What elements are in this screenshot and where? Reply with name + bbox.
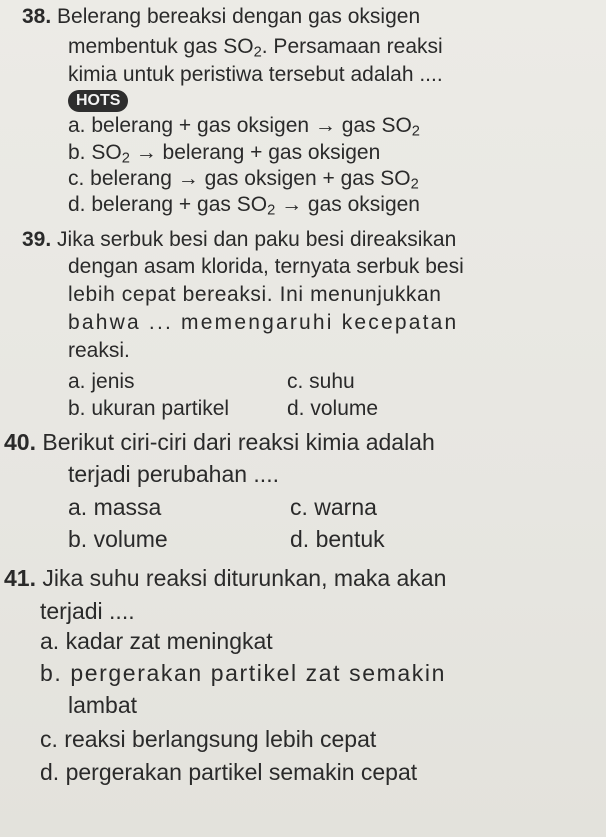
option-40-d bbox=[290, 526, 385, 552]
option-text: b. ukuran partikel bbox=[68, 397, 230, 420]
option-41-b-line-2 bbox=[68, 692, 137, 718]
option-text: a. kadar zat meningkat bbox=[40, 628, 273, 654]
option-41-d bbox=[40, 759, 417, 785]
option-39-b bbox=[68, 396, 229, 422]
option-39-c bbox=[287, 369, 355, 395]
question-38-line-2 bbox=[68, 34, 443, 66]
question-text: membentuk gas SO bbox=[68, 35, 254, 58]
question-number: 39. bbox=[22, 228, 52, 251]
question-41-line-1 bbox=[4, 565, 446, 591]
option-text: c. reaksi berlangsung lebih cepat bbox=[40, 726, 377, 752]
question-39-line-4 bbox=[68, 310, 458, 336]
question-39-line-2 bbox=[68, 254, 464, 280]
question-40-line-2 bbox=[68, 461, 279, 487]
option-38-d bbox=[68, 192, 420, 224]
option-text: lambat bbox=[68, 692, 138, 718]
question-38-line-3 bbox=[68, 62, 443, 88]
option-text: b. SO bbox=[68, 141, 122, 164]
question-text: terjadi perubahan .... bbox=[68, 461, 279, 487]
option-39-d bbox=[287, 396, 378, 422]
option-41-c bbox=[40, 726, 376, 752]
question-number: 41. bbox=[4, 565, 36, 591]
option-text: c. belerang → gas oksigen + gas SO bbox=[68, 167, 411, 190]
question-text: . Persamaan reaksi bbox=[261, 35, 443, 58]
option-41-a bbox=[40, 628, 273, 654]
option-40-b bbox=[68, 526, 168, 552]
option-text: a. belerang + gas oksigen → gas SO bbox=[68, 114, 412, 137]
question-text: Berikut ciri-ciri dari reaksi kimia adalah bbox=[42, 429, 435, 455]
option-text: c. suhu bbox=[287, 370, 355, 393]
option-text: b. volume bbox=[68, 526, 168, 552]
option-text: a. jenis bbox=[68, 370, 135, 393]
question-text: dengan asam klorida, ternyata serbuk besi bbox=[68, 255, 464, 278]
option-text: d. belerang + gas SO bbox=[68, 193, 268, 216]
question-text: Jika suhu reaksi diturunkan, maka akan bbox=[42, 565, 447, 591]
question-40-line-1 bbox=[4, 429, 435, 455]
question-text: terjadi .... bbox=[40, 598, 135, 624]
option-text: d. volume bbox=[287, 397, 379, 420]
question-number: 40. bbox=[4, 429, 36, 455]
option-40-a bbox=[68, 494, 161, 520]
question-41-line-2 bbox=[40, 598, 135, 624]
question-number: 38. bbox=[22, 5, 52, 28]
subscript: 2 bbox=[267, 202, 276, 219]
option-text: d. pergerakan partikel semakin cepat bbox=[40, 759, 418, 785]
question-text: lebih cepat bereaksi. Ini menunjukkan bbox=[68, 283, 442, 306]
question-text: bahwa ... memengaruhi kecepatan bbox=[68, 311, 459, 334]
option-39-a bbox=[68, 369, 135, 395]
option-41-b-line-1 bbox=[40, 660, 446, 686]
question-text: Belerang bereaksi dengan gas oksigen bbox=[57, 5, 421, 28]
option-text: b. pergerakan partikel zat semakin bbox=[40, 660, 446, 686]
question-39-line-1 bbox=[22, 227, 456, 253]
question-text: reaksi. bbox=[68, 339, 130, 362]
question-39-line-5 bbox=[68, 338, 130, 364]
subscript: 2 bbox=[411, 123, 420, 140]
question-text: kimia untuk peristiwa tersebut adalah .... bbox=[68, 63, 443, 86]
option-text: d. bentuk bbox=[290, 526, 385, 552]
subscript: 2 bbox=[410, 176, 419, 193]
hots-badge: HOTS bbox=[68, 90, 128, 112]
option-text: → belerang + gas oksigen bbox=[129, 141, 381, 164]
option-text: c. warna bbox=[290, 494, 377, 520]
option-text: a. massa bbox=[68, 494, 162, 520]
subscript: 2 bbox=[121, 150, 130, 167]
question-38-line-1 bbox=[22, 4, 420, 30]
subscript: 2 bbox=[253, 44, 262, 61]
question-text: Jika serbuk besi dan paku besi direaksikan bbox=[57, 228, 457, 251]
option-40-c bbox=[290, 494, 377, 520]
question-39-line-3 bbox=[68, 282, 442, 308]
option-text: → gas oksigen bbox=[275, 193, 420, 216]
